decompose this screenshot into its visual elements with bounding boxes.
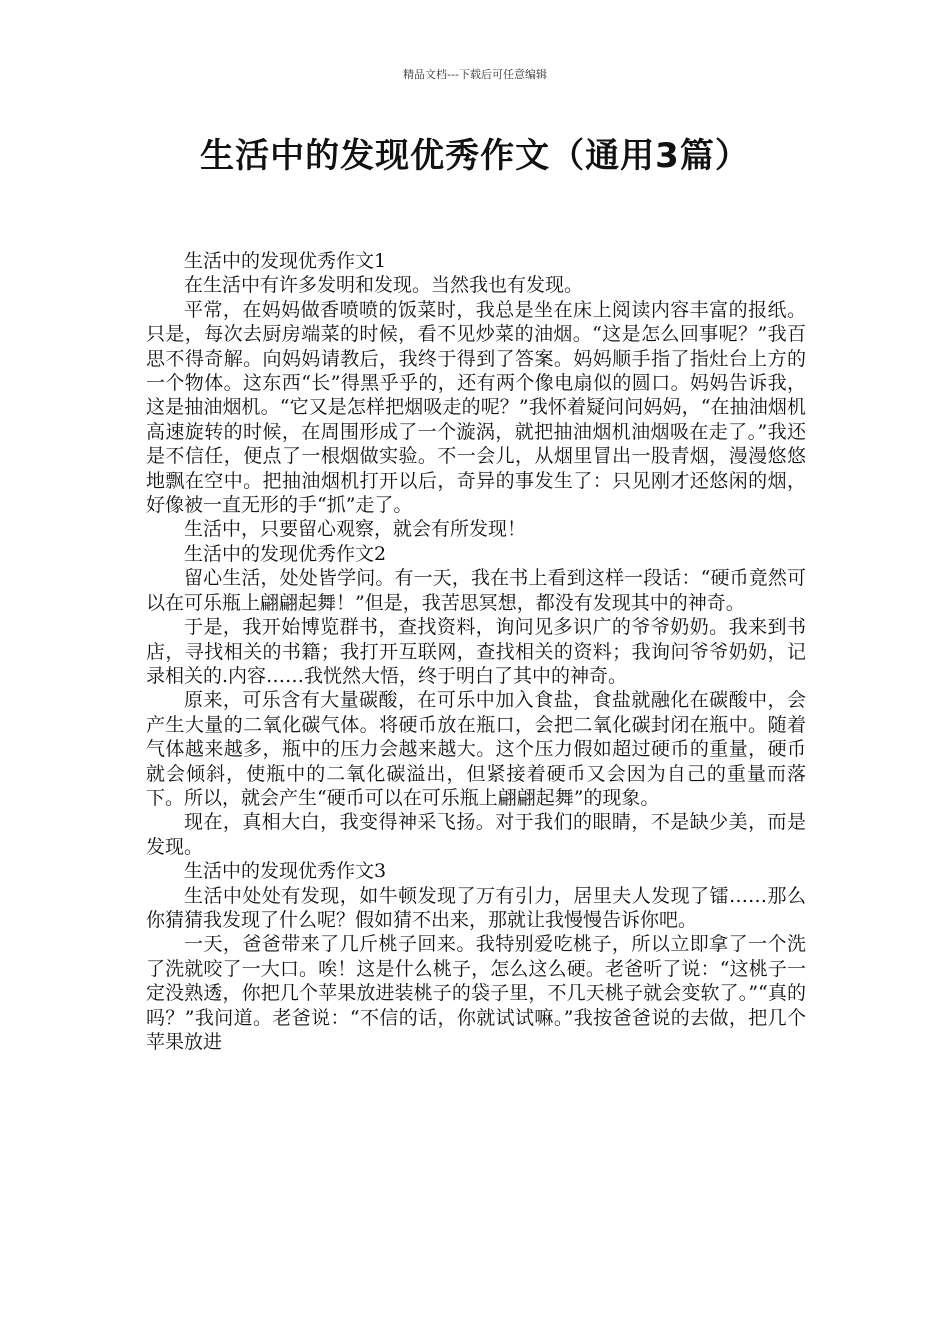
paragraph: 生活中处处有发现，如牛顿发现了万有引力，居里夫人发现了镭……那么你猜猜我发现了什么呢？假如猜不出来，那就让我慢慢告诉你吧。 bbox=[146, 884, 806, 931]
paragraph: 留心生活，处处皆学问。有一天，我在书上看到这样一段话：“硬币竟然可以在可乐瓶上翩翩起舞！”但是，我苦思冥想，都没有发现其中的神奇。 bbox=[146, 567, 806, 614]
section-heading-3: 生活中的发现优秀作文3 bbox=[184, 860, 387, 883]
paragraph: 平常，在妈妈做香喷喷的饭菜时，我总是坐在床上阅读内容丰富的报纸。只是，每次去厨房端菜的时候，看不见炒菜的油烟。“这是怎么回事呢？”我百思不得奇解。向妈妈请教后，我终于得到了答案。妈妈顺手指了指灶台上方的一个物体。这东西“长”得黑乎乎的，还有两个像电扇似的圆口。妈妈告诉我，这是抽油烟机。“它又是怎样把烟吸走的呢？”我怀着疑问问妈妈，“在抽油烟机高速旋转的时候，在周围形成了一个漩涡，就把抽油烟机油烟吸在走了。”我还是不信任，便点了一根烟做实验。不一会儿，从烟里冒出一股青烟，漫漫悠悠地飘在空中。把抽油烟机打开以后，奇异的事发生了：只见刚才还悠闲的烟，好像被一直无形的手“抓”走了。 bbox=[146, 298, 806, 517]
page-header-note: 精品文档---下载后可任意编辑 bbox=[403, 68, 547, 81]
document-body bbox=[146, 249, 806, 1054]
section-heading-1: 生活中的发现优秀作文1 bbox=[184, 250, 387, 272]
paragraph: 于是，我开始博览群书，查找资料，询问见多识广的爷爷奶奶。我来到书店，寻找相关的书籍；我打开互联网，查找相关的资料；我询问爷爷奶奶，记录相关的.内容……我恍然大悟，终于明白了其中的神奇。 bbox=[146, 616, 806, 687]
paragraph: 现在，真相大白，我变得神采飞扬。对于我们的眼睛，不是缺少美，而是发现。 bbox=[146, 811, 806, 858]
document-title: 生活中的发现优秀作文（通用3篇） bbox=[200, 136, 750, 176]
paragraph: 在生活中有许多发明和发现。当然我也有发现。 bbox=[184, 274, 584, 297]
paragraph: 原来，可乐含有大量碳酸，在可乐中加入食盐，食盐就融化在碳酸中，会产生大量的二氧化碳气体。将硬币放在瓶口，会把二氧化碳封闭在瓶中。随着气体越来越多，瓶中的压力会越来越大。这个压力假如超过硬币的重量，硬币就会倾斜，使瓶中的二氧化碳溢出，但紧接着硬币又会因为自己的重量而落下。所以，就会产生“硬币可以在可乐瓶上翩翩起舞”的现象。 bbox=[146, 689, 806, 809]
section-heading-2: 生活中的发现优秀作文2 bbox=[184, 542, 387, 565]
paragraph: 一天，爸爸带来了几斤桃子回来。我特别爱吃桃子，所以立即拿了一个洗了洗就咬了一大口。唉！这是什么桃子，怎么这么硬。老爸听了说：“这桃子一定没熟透，你把几个苹果放进装桃子的袋子里，不几天桃子就会变软了。”“真的吗？”我问道。老爸说：“不信的话，你就试试嘛。”我按爸爸说的去做，把几个苹果放进 bbox=[146, 933, 806, 1053]
paragraph: 生活中，只要留心观察，就会有所发现！ bbox=[184, 518, 527, 541]
